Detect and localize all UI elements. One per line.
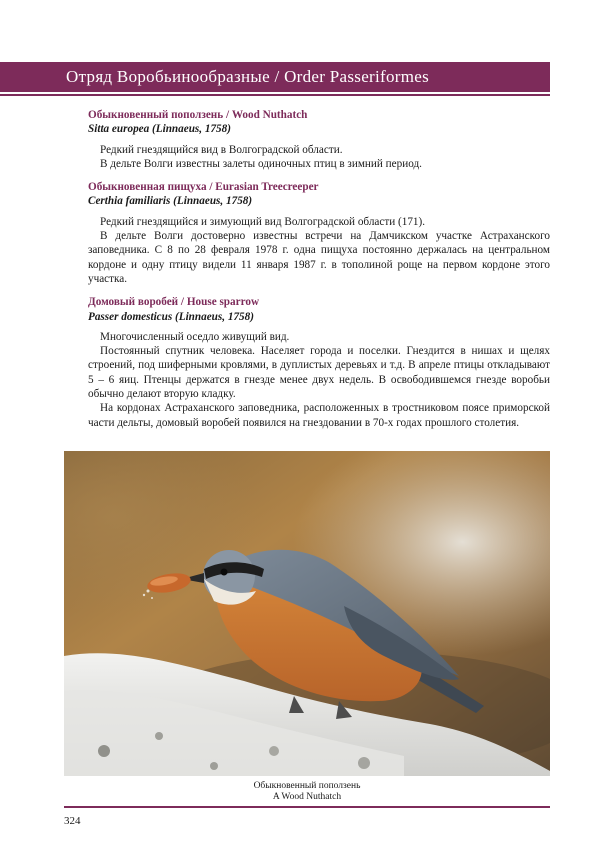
species-paragraph: Многочисленный оседло живущий вид. bbox=[100, 330, 290, 343]
footer-divider bbox=[64, 806, 550, 808]
species-latin-name: Sitta europea (Linnaeus, 1758) bbox=[88, 123, 231, 136]
species-entry bbox=[88, 180, 550, 286]
species-title: Обыкновенная пищуха / Eurasian Treecreeper bbox=[88, 181, 319, 194]
species-latin-name: Passer domesticus (Linnaeus, 1758) bbox=[88, 310, 254, 323]
photo-caption-en: A Wood Nuthatch bbox=[272, 792, 342, 802]
nuthatch-photo bbox=[64, 451, 550, 776]
species-paragraph: Постоянный спутник человека. Населяет города и поселки. Гнездится в нишах и щелях строений, под шиферными кровлями, в дуплистых деревьях и т.д. В апреле птицы откладывают 5 – 6 яиц. Птенцы держатся в гнезде менее двух недель. В освободившемся гнезде воробьи обычно делают вторую кладку. bbox=[88, 345, 550, 401]
species-latin-name: Certhia familiaris (Linnaeus, 1758) bbox=[88, 195, 253, 208]
species-title: Обыкновенный поползень / Wood Nuthatch bbox=[88, 109, 308, 121]
species-title: Домовый воробей / House sparrow bbox=[88, 296, 260, 309]
page-number: 324 bbox=[64, 815, 81, 827]
species-entry bbox=[88, 108, 550, 171]
species-entry bbox=[88, 295, 550, 430]
header-divider bbox=[0, 94, 550, 96]
species-paragraph: В дельте Волги известны залеты одиночных птиц в зимний период. bbox=[100, 157, 422, 170]
page-title: Отряд Воробьинообразные / Order Passeriformes bbox=[66, 67, 430, 86]
species-paragraph: В дельте Волги достоверно известны встречи на Дамчикском участке Астраханского заповедника. С 8 по 28 февраля 1978 г. одна пищуха постоянно держалась на центральном кордоне и одну птицу видели 11 января 1987 г. в тополиной роще на первом кордоне этого участка. bbox=[88, 230, 550, 285]
main-content bbox=[88, 108, 550, 439]
species-paragraph: На кордонах Астраханского заповедника, расположенных в тростниковом поясе приморской части дельты, домовый воробей появился на гнездовании в 70-х годах прошлого столетия. bbox=[88, 402, 550, 429]
photo-caption-ru: Обыкновенный поползень bbox=[253, 781, 361, 791]
species-paragraph: Редкий гнездящийся вид в Волгоградской области. bbox=[100, 143, 343, 156]
species-paragraph: Редкий гнездящийся и зимующий вид Волгоградской области (171). bbox=[100, 215, 426, 228]
photo-caption bbox=[64, 781, 550, 803]
